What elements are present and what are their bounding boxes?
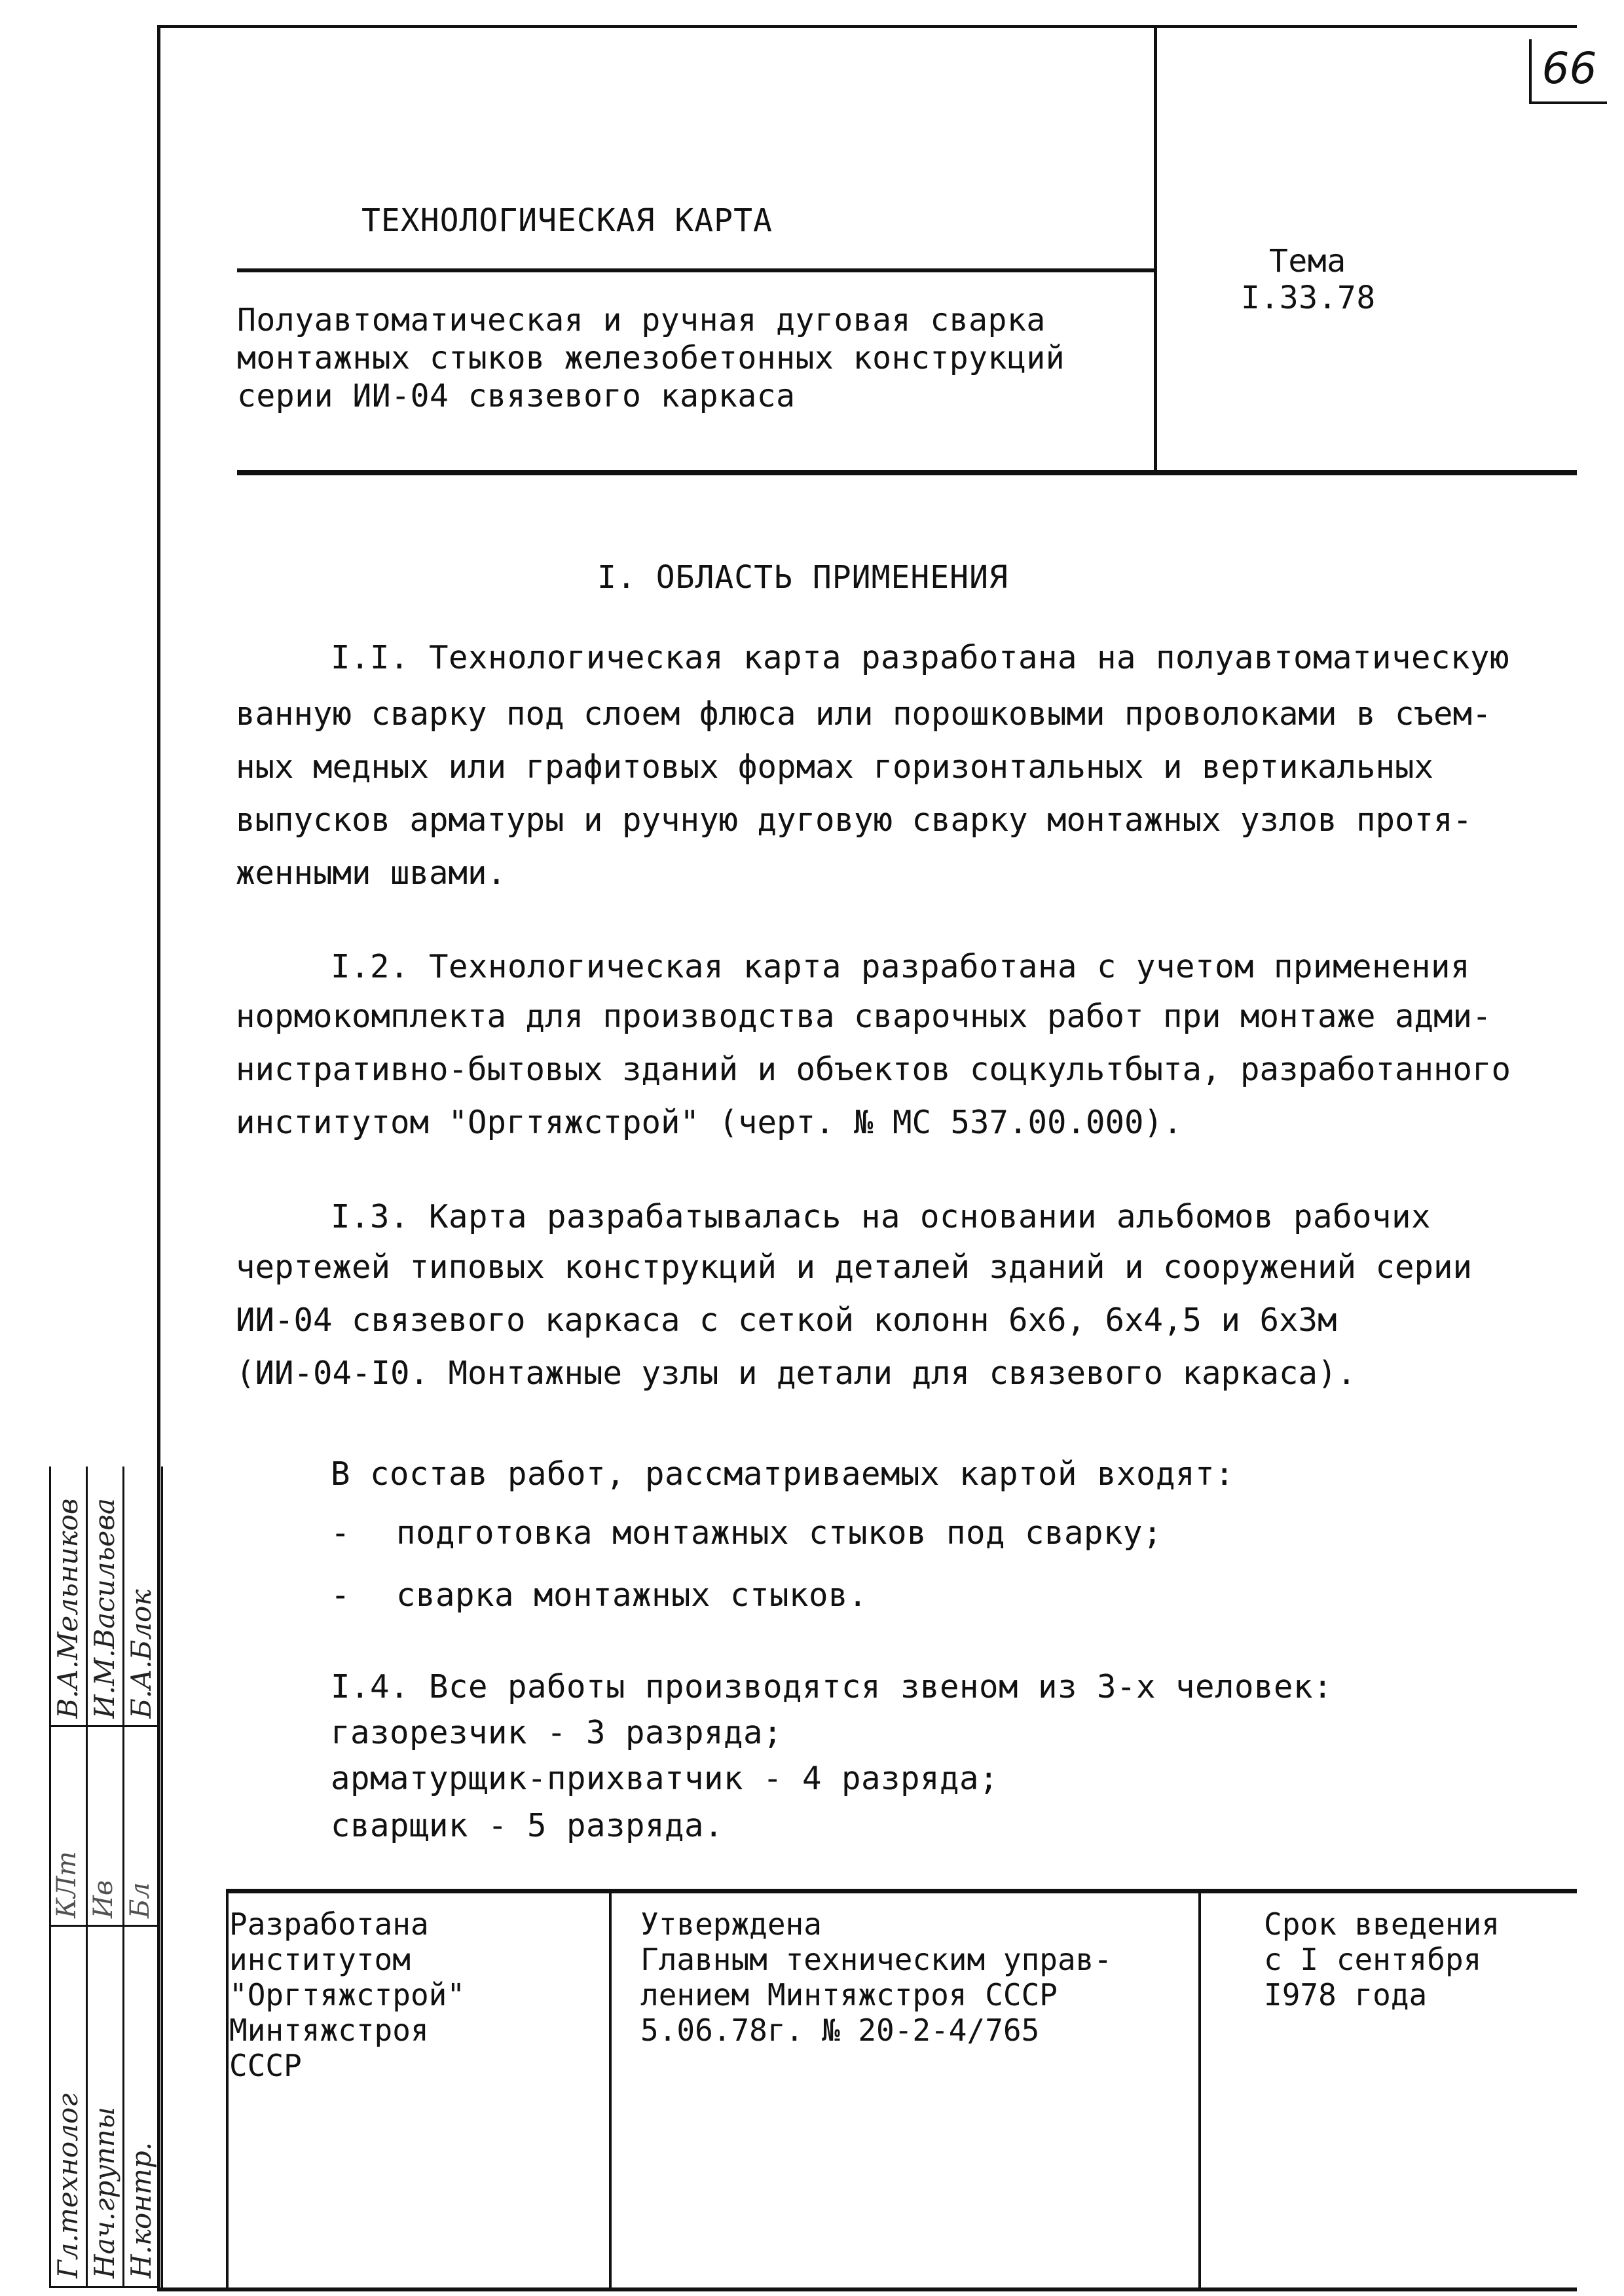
subtitle-line-2: монтажных стыков железобетонных конструкций [237,340,1065,376]
section-heading: I. ОБЛАСТЬ ПРИМЕНЕНИЯ [597,559,1008,596]
title-underline [237,268,1155,272]
effective-date: Срок введения с I сентября I978 года [1264,1906,1500,2013]
footer-divider-1 [609,1891,612,2291]
stamp-role-2: Нач.группы [88,2107,120,2278]
stamp-name-1: В.А.Мельников [52,1498,84,1719]
bullet-dash-1: - [331,1514,351,1552]
stamp-role-3: Н.контр. [125,2141,157,2278]
approved-by: Утверждена Главным техническим управ- лением Минтяжстроя СССР 5.06.78г. № 20-2-4/765 [640,1906,1113,2048]
bullet-item-1: подготовка монтажных стыков под сварку; [396,1514,1163,1552]
crew-line-3: сварщик - 5 разряда. [331,1807,724,1844]
bullet-dash-2: - [331,1576,351,1614]
footer-left-border [226,1891,229,2291]
crew-line-1: газорезчик - 3 разряда; [331,1714,783,1751]
composition-intro: В состав работ, рассматриваемых картой входят: [331,1455,1235,1493]
stamp-name-2: И.М.Васильева [88,1498,120,1719]
header-bottom-rule [237,470,1577,475]
paragraph-1-3-first-line: I.3. Карта разрабатывалась на основании альбомов рабочих [331,1198,1431,1235]
document-title: ТЕХНОЛОГИЧЕСКАЯ КАРТА [361,202,773,239]
page-number: 66 [1529,39,1607,104]
stamp-signature-3: Бл [125,1882,155,1918]
theme-label: Тема [1269,243,1346,280]
subtitle-line-3: серии ИИ-04 связевого каркаса [237,378,796,414]
stamp-name-3: Б.А.Блок [125,1589,157,1719]
header-divider [1154,26,1157,471]
paragraph-1-1-first-line: I.I. Технологическая карта разработана на полуавтоматическую [331,639,1510,676]
theme-number: I.33.78 [1241,280,1376,316]
bullet-item-2: сварка монтажных стыков. [396,1576,868,1614]
stamp-split-1 [49,1725,160,1727]
stamp-signature-1: КЛт [52,1851,82,1918]
paragraph-1-2-body: нормокомплекта для производства сварочных работ при монтаже адми- нистративно-бытовых зданий и объектов соцкультбыта, разработанного институтом "Оргтяжстрой" (черт. № МС 537.00.000). [236,998,1511,1141]
subtitle-line-1: Полуавтоматическая и ручная дуговая сварка [237,302,1046,338]
developed-by: Разработана институтом "Оргтяжстрой" Минтяжстроя СССР [229,1906,466,2083]
footer-top-rule [226,1889,1577,1893]
stamp-signature-2: Ив [88,1880,119,1918]
signature-stamp [49,1467,160,2288]
crew-line-2: арматурщик-прихватчик - 4 разряда; [331,1760,999,1797]
paragraph-1-3-body: чертежей типовых конструкций и деталей зданий и сооружений серии ИИ-04 связевого каркаса с сеткой колонн 6х6, 6х4,5 и 6х3м (ИИ-04-I0. Монтажные узлы и детали для связевого каркаса). [236,1248,1473,1392]
paragraph-1-2-first-line: I.2. Технологическая карта разработана с учетом применения [331,948,1471,985]
stamp-bottom [49,2286,160,2288]
footer-divider-2 [1198,1891,1201,2291]
stamp-role-1: Гл.технолог [52,2093,84,2278]
paragraph-1-1-body: ванную сварку под слоем флюса или порошковыми проволоками в съем- ных медных или графитовых формах горизонтальных и вертикальных выпусков арматуры и ручную дуговую сварку монтажных узлов протя- женными швами. [236,695,1492,892]
stamp-split-2 [49,1925,160,1927]
paragraph-1-4-first-line: I.4. Все работы производятся звеном из 3-х человек: [331,1668,1333,1705]
